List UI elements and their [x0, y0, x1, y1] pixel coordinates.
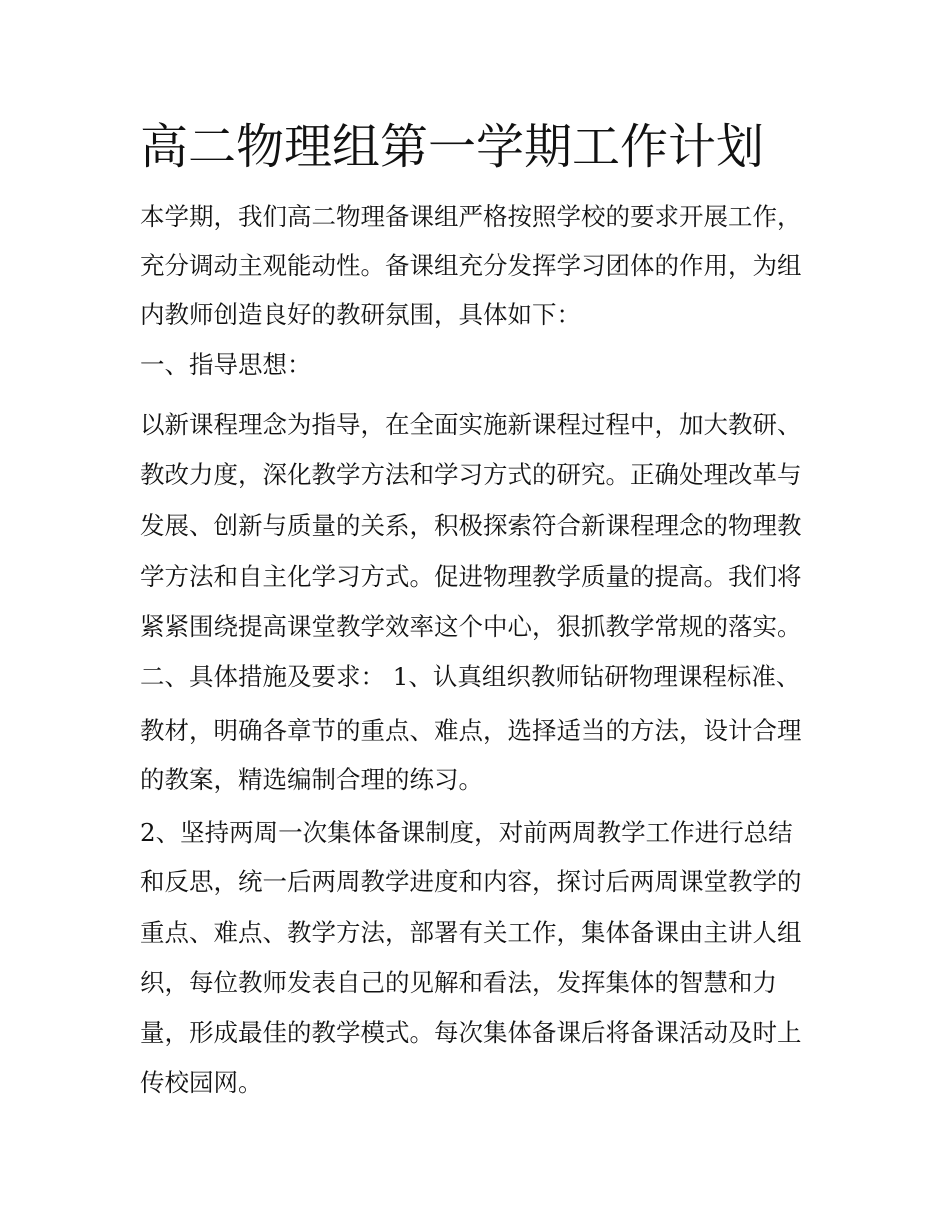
paragraph-line: 内教师创造良好的教研氛围，具体如下：: [140, 300, 581, 329]
paragraph-line: 紧紧围绕提高课堂教学效率这个中心，狠抓教学常规的落实。: [140, 612, 802, 641]
section-heading: 二、具体措施及要求： 1、认真组织教师钻研物理课程标准、: [140, 662, 801, 691]
paragraph-line: 量，形成最佳的教学模式。每次集体备课后将备课活动及时上: [140, 1018, 802, 1047]
paragraph-line: 传校园网。: [140, 1068, 263, 1097]
paragraph-line: 的教案，精选编制合理的练习。: [140, 765, 483, 794]
section-heading: 一、指导思想：: [140, 350, 312, 379]
paragraph-line: 织，每位教师发表自己的见解和看法，发挥集体的智慧和力: [140, 968, 777, 997]
paragraph-line: 教改力度，深化教学方法和学习方式的研究。正确处理改革与: [140, 460, 802, 489]
paragraph-line: 以新课程理念为指导，在全面实施新课程过程中，加大教研、: [140, 410, 802, 439]
paragraph-line: 和反思，统一后两周教学进度和内容，探讨后两周课堂教学的: [140, 867, 802, 896]
paragraph-line: 发展、创新与质量的关系，积极探索符合新课程理念的物理教: [140, 511, 802, 540]
paragraph-line: 学方法和自主化学习方式。促进物理教学质量的提高。我们将: [140, 562, 802, 591]
paragraph-line: 2、坚持两周一次集体备课制度，对前两周教学工作进行总结: [140, 818, 793, 847]
paragraph-line: 重点、难点、教学方法，部署有关工作，集体备课由主讲人组: [140, 918, 802, 947]
paragraph-line: 本学期，我们高二物理备课组严格按照学校的要求开展工作，: [140, 202, 802, 231]
paragraph-line: 充分调动主观能动性。备课组充分发挥学习团体的作用，为组: [140, 251, 802, 280]
document-title: 高二物理组第一学期工作计划: [140, 119, 765, 175]
paragraph-line: 教材，明确各章节的重点、难点，选择适当的方法，设计合理: [140, 716, 802, 745]
